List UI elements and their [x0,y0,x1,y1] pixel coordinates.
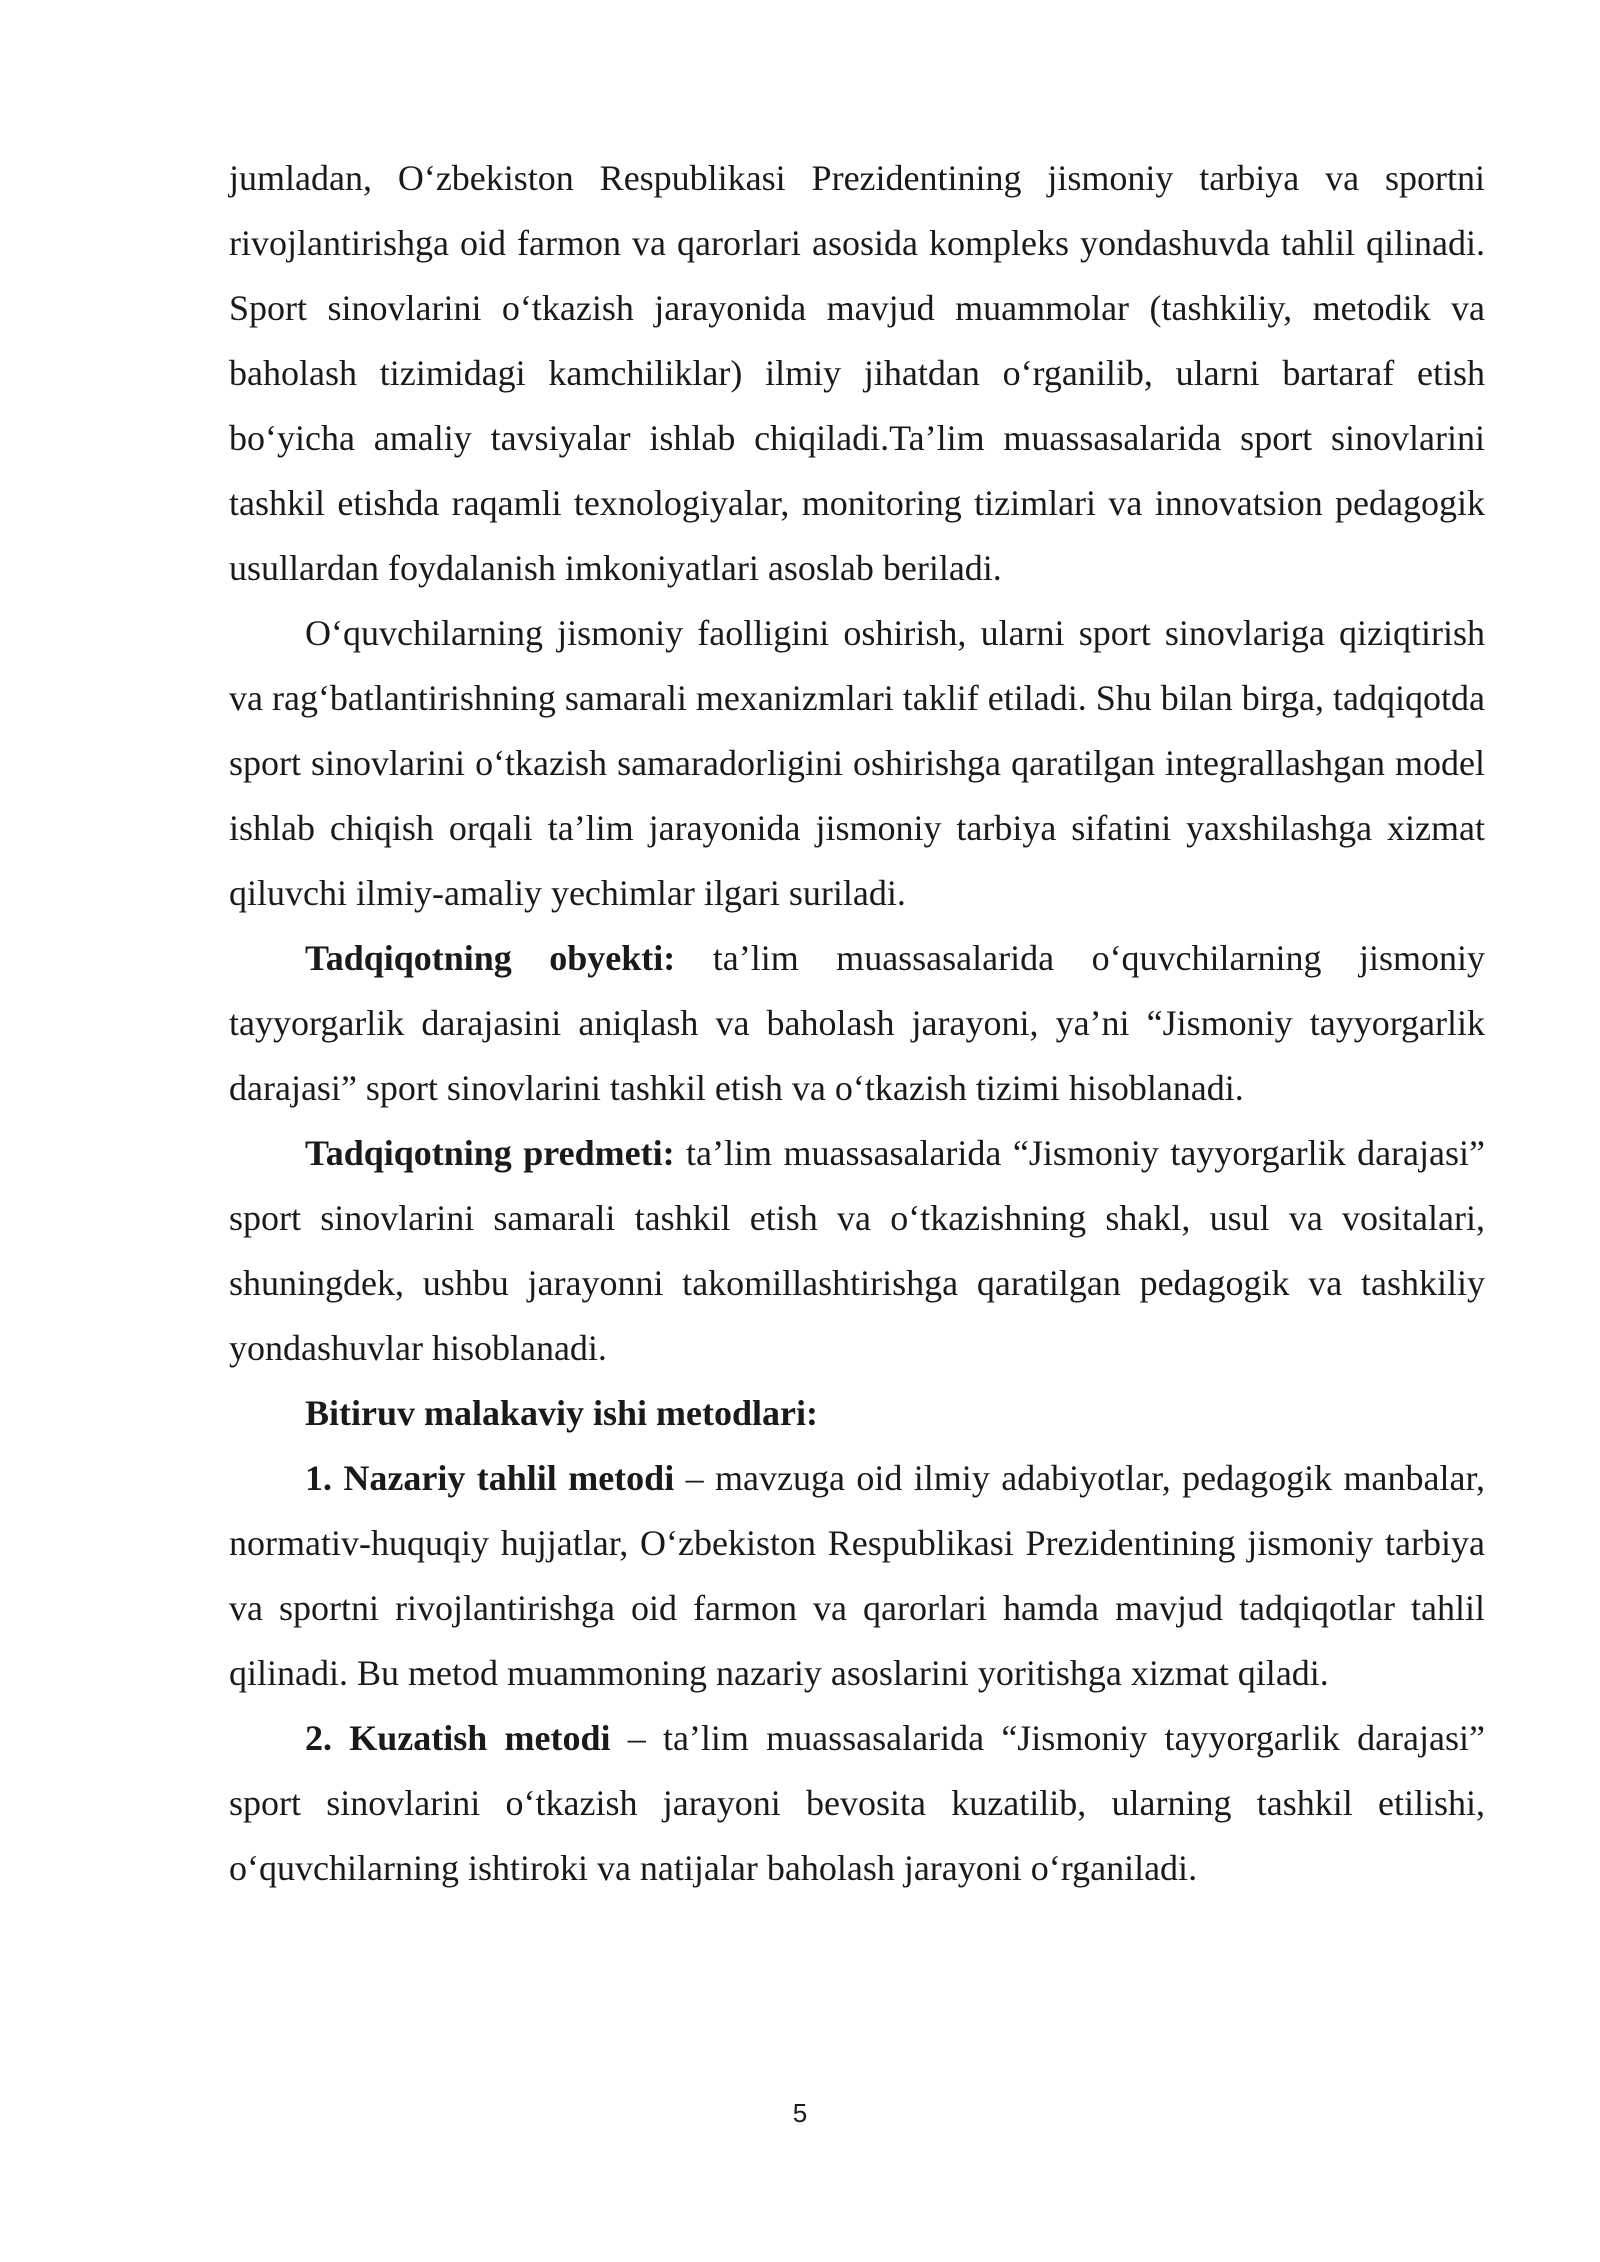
method-theoretical-text: – mavzuga oid ilmiy adabiyotlar, pedagogik manbalar, normativ-huquqiy hujjatlar, O‘zbekiston Respublikasi Prezidentining jismoniy tarbiya va sportni rivojlantirishga oid farmon va qarorlari hamda mavjud tadqiqotlar tahlil qilinadi. Bu metod muammoning nazariy asoslarini yoritishga xizmat qiladi. [229,1458,1485,1693]
method-observation-label: 2. Kuzatish metodi [305,1718,611,1758]
method-observation-text: – ta’lim muassasalarida “Jismoniy tayyorgarlik darajasi” sport sinovlarini o‘tkazish jarayoni bevosita kuzatilib, ularning tashkil etilishi, o‘quvchilarning ishtiroki va natijalar baholash jarayoni o‘rganiladi. [229,1718,1485,1888]
research-subject-text: ta’lim muassasalarida “Jismoniy tayyorgarlik darajasi” sport sinovlarini samarali tashkil etish va o‘tkazishning shakl, usul va vositalari, shuningdek, ushbu jarayonni takomillashtirishga qaratilgan pedagogik va tashkiliy yondashuvlar hisoblanadi. [229,1133,1485,1368]
research-object-label: Tadqiqotning obyekti: [305,938,676,978]
paragraph-method-theoretical [229,1446,1485,1706]
method-theoretical-label: 1. Nazariy tahlil metodi [305,1458,675,1498]
text-body [229,146,1485,1901]
paragraph-method-observation [229,1706,1485,1901]
paragraph-research-object [229,926,1485,1121]
paragraph-intro-continued: jumladan, O‘zbekiston Respublikasi Prezidentining jismoniy tarbiya va sportni rivojlantirishga oid farmon va qarorlari asosida kompleks yondashuvda tahlil qilinadi. Sport sinovlarini o‘tkazish jarayonida mavjud muammolar (tashkiliy, metodik va baholash tizimidagi kamchiliklar) ilmiy jihatdan o‘rganilib, ularni bartaraf etish bo‘yicha amaliy tavsiyalar ishlab chiqiladi.Ta’lim muassasalarida sport sinovlarini tashkil etishda raqamli texnologiyalar, monitoring tizimlari va innovatsion pedagogik usullardan foydalanish imkoniyatlari asoslab beriladi. [229,158,1485,588]
paragraph-research-subject [229,1121,1485,1381]
research-object-text: ta’lim muassasalarida o‘quvchilarning jismoniy tayyorgarlik darajasini aniqlash va baholash jarayoni, ya’ni “Jismoniy tayyorgarlik darajasi” sport sinovlarini tashkil etish va o‘tkazish tizimi hisoblanadi. [229,938,1485,1108]
page-number: 5 [792,2098,808,2128]
paragraph-student-activity: O‘quvchilarning jismoniy faolligini oshirish, ularni sport sinovlariga qiziqtirish va rag‘batlantirishning samarali mexanizmlari taklif etiladi. Shu bilan birga, tadqiqotda sport sinovlarini o‘tkazish samaradorligini oshirishga qaratilgan integrallashgan model ishlab chiqish orqali ta’lim jarayonida jismoniy tarbiya sifatini yaxshilashga xizmat qiluvchi ilmiy-amaliy yechimlar ilgari suriladi. [229,613,1485,913]
research-subject-label: Tadqiqotning predmeti: [305,1133,675,1173]
methods-heading: Bitiruv malakaviy ishi metodlari: [305,1393,818,1433]
